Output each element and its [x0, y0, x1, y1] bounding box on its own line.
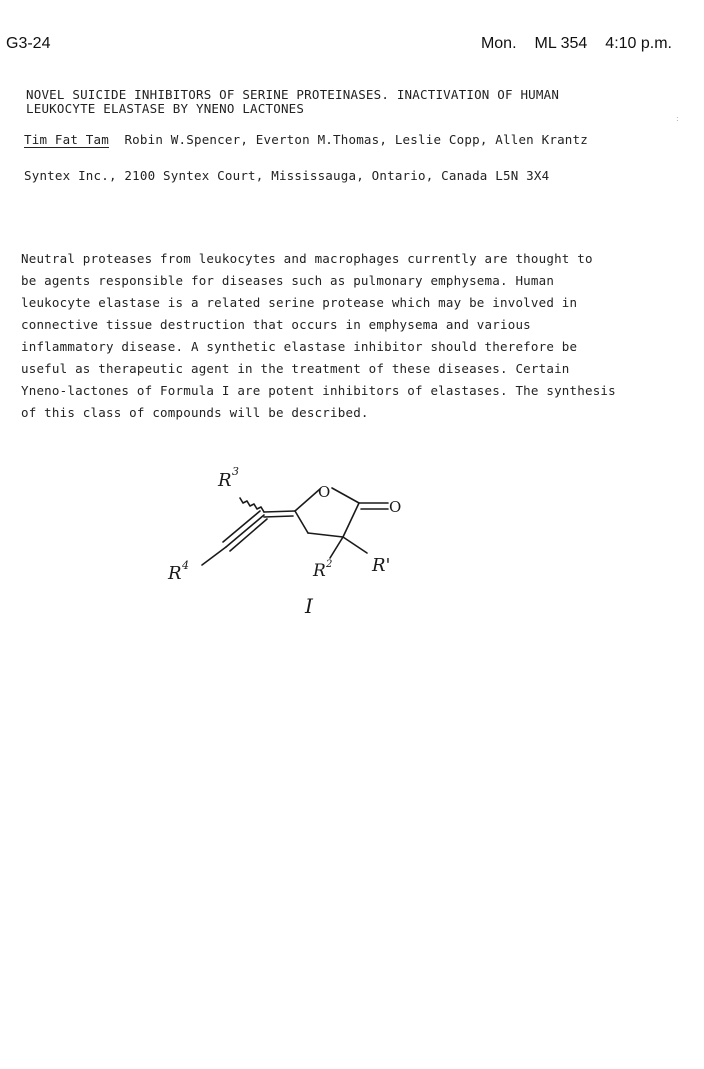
- r4-superscript: 4: [182, 559, 189, 572]
- exocyclic-double-bond: [264, 511, 295, 512]
- formula-label: I: [305, 594, 313, 618]
- abstract-line: of this class of compounds will be described.: [21, 405, 369, 420]
- ring-oxygen-label: O: [318, 483, 331, 501]
- substituent-bond: [343, 537, 367, 553]
- author-list: [24, 132, 588, 147]
- triple-bond: [223, 511, 260, 542]
- r2-label: R: [313, 561, 326, 581]
- alkyne-bond: [202, 547, 226, 565]
- abstract-line: leukocyte elastase is a related serine protease which may be involved in: [21, 295, 578, 310]
- session-code: G3-24: [6, 35, 51, 52]
- r4-label: R: [168, 563, 182, 584]
- abstract-line: connective tissue destruction that occurs in emphysema and various: [21, 317, 531, 332]
- triple-bond: [230, 519, 267, 551]
- exocyclic-double-bond: [264, 516, 293, 517]
- abstract-body: [21, 248, 681, 424]
- abstract-line: inflammatory disease. A synthetic elastase inhibitor should therefore be: [21, 339, 578, 354]
- title-line: LEUKOCYTE ELASTASE BY YNENO LACTONES: [26, 101, 305, 116]
- r3-superscript: 3: [232, 465, 239, 478]
- abstract-line: Neutral proteases from leukocytes and macrophages currently are thought to: [21, 251, 593, 266]
- triple-bond: [226, 515, 264, 547]
- scan-mark: :: [676, 114, 679, 123]
- substituent-bond: [330, 537, 343, 558]
- ring-bond: [295, 489, 320, 511]
- wavy-bond: [240, 498, 264, 512]
- ring-bond: [295, 511, 308, 533]
- r2-superscript: 2: [326, 559, 333, 570]
- session-room: ML 354: [534, 35, 588, 52]
- session-day: Mon.: [480, 35, 517, 52]
- abstract-title: [26, 88, 626, 116]
- carbonyl-oxygen-label: O: [389, 498, 402, 516]
- ring-bond: [343, 503, 359, 537]
- abstract-line: be agents responsible for diseases such as pulmonary emphysema. Human: [21, 273, 555, 288]
- r1-label: R': [372, 555, 391, 576]
- ring-bond: [332, 488, 359, 503]
- session-schedule: [481, 35, 672, 53]
- abstract-line: Yneno-lactones of Formula I are potent inhibitors of elastases. The synthesis: [21, 383, 616, 398]
- co-authors: Robin W.Spencer, Everton M.Thomas, Leslie Copp, Allen Krantz: [124, 132, 588, 147]
- title-line: NOVEL SUICIDE INHIBITORS OF SERINE PROTEINASES. INACTIVATION OF HUMAN: [26, 87, 560, 102]
- chemical-structure-formula-i: [160, 455, 420, 625]
- affiliation: Syntex Inc., 2100 Syntex Court, Mississauga, Ontario, Canada L5N 3X4: [24, 168, 550, 183]
- abstract-line: useful as therapeutic agent in the treatment of these diseases. Certain: [21, 361, 570, 376]
- presenting-author: Tim Fat Tam: [24, 132, 109, 147]
- session-time: 4:10 p.m.: [605, 35, 672, 52]
- r3-label: R: [218, 470, 232, 491]
- ring-bond: [308, 533, 343, 537]
